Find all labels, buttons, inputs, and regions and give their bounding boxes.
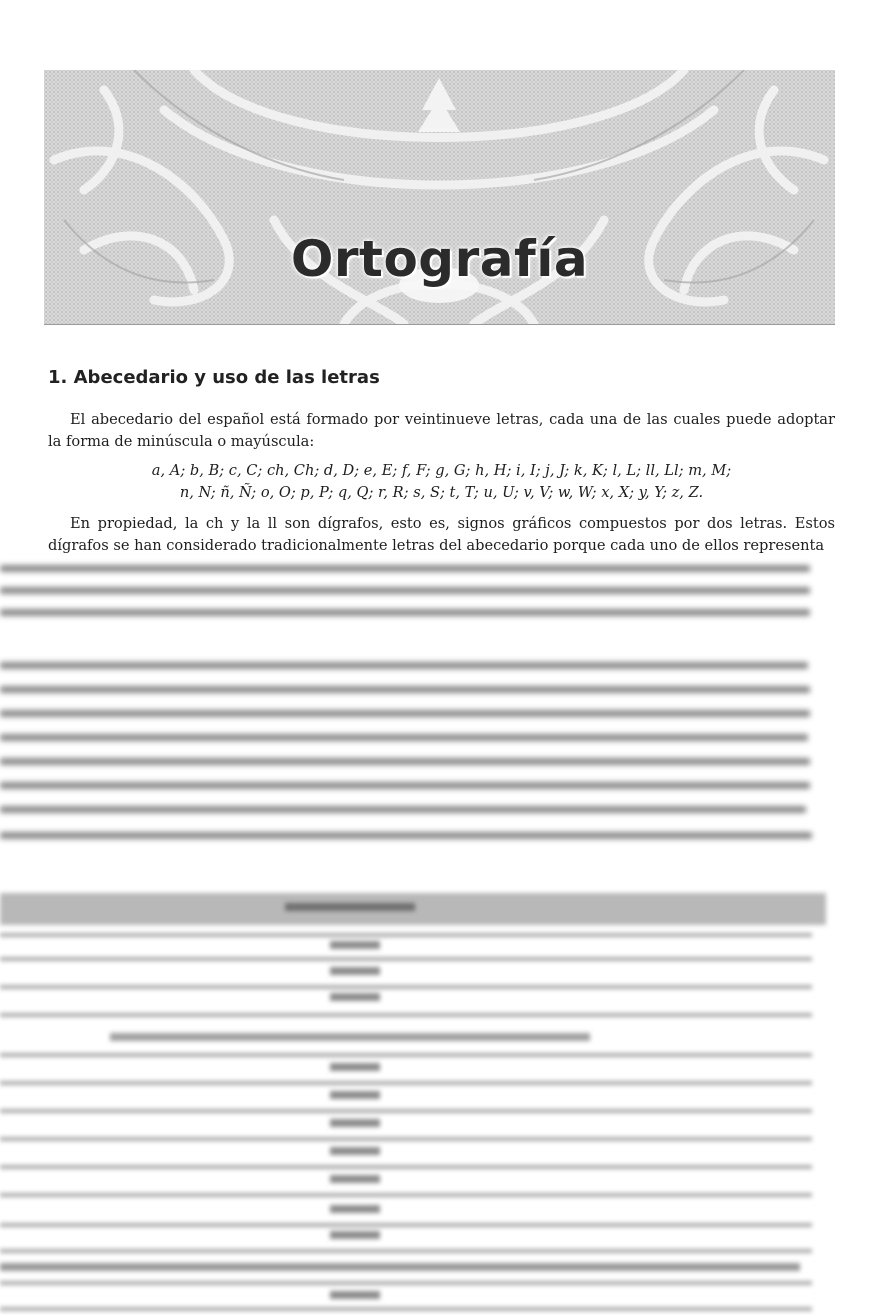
alphabet-line: a, A; b, B; c, C; ch, Ch; d, D; e, E; f, F; g, G; h, H; i, I; j, J; k, K; l, L; ll, Ll; m, M;	[151, 462, 732, 479]
chapter-title: Ortografía	[290, 230, 589, 288]
intro-paragraph: El abecedario del español está formado por veintinueve letras, cada una de las cuales puede adoptar la forma de minúscula o mayúscula:	[48, 411, 835, 450]
digraph-paragraph: En propiedad, la ch y la ll son dígrafos, esto es, signos gráficos compuestos por dos letras. Estos dígrafos se han considerado tradicionalmente letras del abecedario porque cada uno de ellos representa	[48, 515, 835, 554]
alphabet-line: n, N; ñ, Ñ; o, O; p, P; q, Q; r, R; s, S; t, T; u, U; v, V; w, W; x, X; y, Y; z, Z.	[179, 484, 704, 501]
blurred-table	[0, 893, 826, 1315]
section-heading: 1. Abecedario y uso de las letras	[48, 367, 380, 388]
